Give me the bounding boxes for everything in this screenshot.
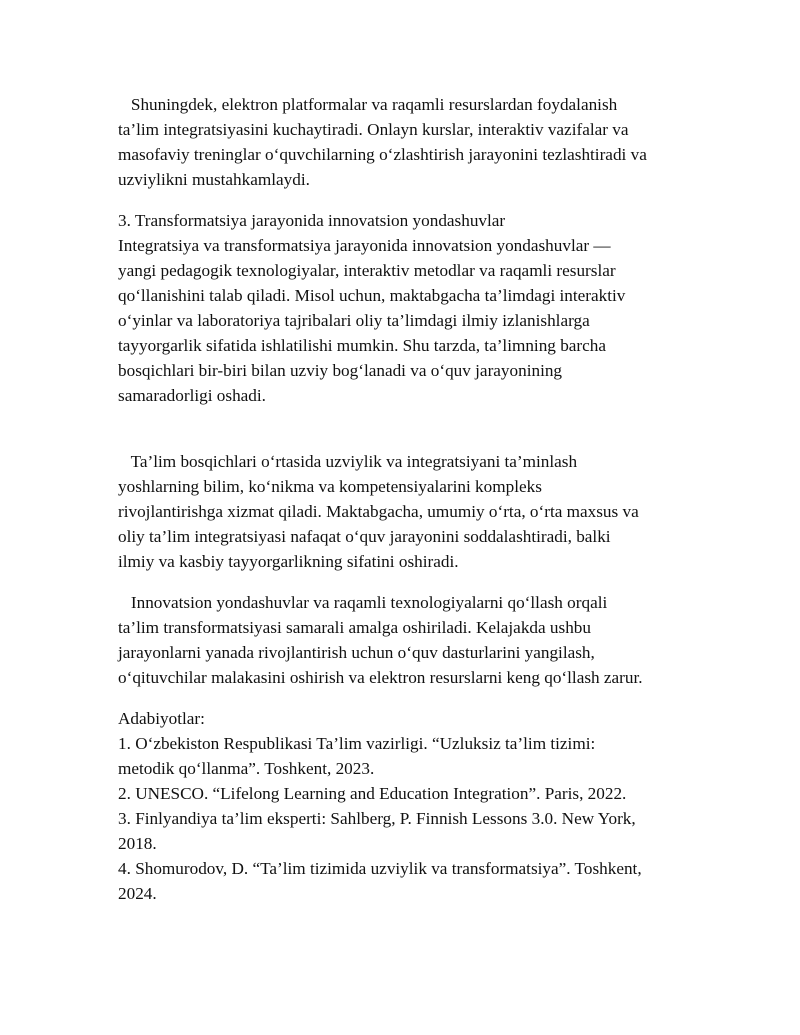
text-line: Innovatsion yondashuvlar va raqamli texnologiyalarni qo‘llash orqali <box>118 593 608 612</box>
section-heading: 3. Transformatsiya jarayonida innovatsion yondashuvlar <box>118 211 506 230</box>
section-3 <box>118 208 698 408</box>
text-line: rivojlantirishga xizmat qiladi. Maktabgacha, umumiy o‘rta, o‘rta maxsus va <box>118 502 639 521</box>
document-page <box>118 92 698 906</box>
reference-line: 3. Finlyandiya ta’lim eksperti: Sahlberg, P. Finnish Lessons 3.0. New York, <box>118 809 636 828</box>
text-line: uzviylikni mustahkamlaydi. <box>118 170 310 189</box>
text-line: qo‘llanishini talab qiladi. Misol uchun, maktabgacha ta’limdagi interaktiv <box>118 286 626 305</box>
text-line: masofaviy treninglar o‘quvchilarning o‘zlashtirish jarayonini tezlashtiradi va <box>118 145 647 164</box>
text-line: ta’lim integratsiyasini kuchaytiradi. Onlayn kurslar, interaktiv vazifalar va <box>118 120 629 139</box>
paragraph-conclusion-innovation <box>118 590 698 690</box>
text-line: ta’lim transformatsiyasi samarali amalga oshiriladi. Kelajakda ushbu <box>118 618 591 637</box>
reference-line: 2018. <box>118 834 157 853</box>
text-line: Ta’lim bosqichlari o‘rtasida uzviylik va integratsiyani ta’minlash <box>118 452 578 471</box>
text-line: bosqichlari bir-biri bilan uzviy bog‘lanadi va o‘quv jarayonining <box>118 361 563 380</box>
references-section <box>118 706 698 906</box>
text-line: Shuningdek, elektron platformalar va raqamli resurslardan foydalanish <box>118 95 618 114</box>
text-line: Integratsiya va transformatsiya jarayonida innovatsion yondashuvlar — <box>118 236 611 255</box>
text-line: jarayonlarni yanada rivojlantirish uchun o‘quv dasturlarini yangilash, <box>118 643 595 662</box>
text-line: ilmiy va kasbiy tayyorgarlikning sifatini oshiradi. <box>118 552 459 571</box>
reference-line: 1. O‘zbekiston Respublikasi Ta’lim vazirligi. “Uzluksiz ta’lim tizimi: <box>118 734 596 753</box>
text-line: oliy ta’lim integratsiyasi nafaqat o‘quv jarayonini soddalashtiradi, balki <box>118 527 611 546</box>
text-line: o‘yinlar va laboratoriya tajribalari oliy ta’limdagi ilmiy izlanishlarga <box>118 311 590 330</box>
reference-line: 2. UNESCO. “Lifelong Learning and Education Integration”. Paris, 2022. <box>118 784 627 803</box>
text-line: yangi pedagogik texnologiyalar, interaktiv metodlar va raqamli resurslar <box>118 261 616 280</box>
reference-line: 2024. <box>118 884 157 903</box>
text-line: o‘qituvchilar malakasini oshirish va elektron resurslarni keng qo‘llash zarur. <box>118 668 643 687</box>
text-line: yoshlarning bilim, ko‘nikma va kompetensiyalarini kompleks <box>118 477 542 496</box>
text-line: tayyorgarlik sifatida ishlatilishi mumkin. Shu tarzda, ta’limning barcha <box>118 336 606 355</box>
paragraph-conclusion-integration <box>118 449 698 574</box>
text-line: samaradorligi oshadi. <box>118 386 266 405</box>
references-heading: Adabiyotlar: <box>118 709 205 728</box>
reference-line: metodik qo‘llanma”. Toshkent, 2023. <box>118 759 375 778</box>
reference-line: 4. Shomurodov, D. “Ta’lim tizimida uzviylik va transformatsiya”. Toshkent, <box>118 859 642 878</box>
paragraph-digital-platforms <box>118 92 698 192</box>
